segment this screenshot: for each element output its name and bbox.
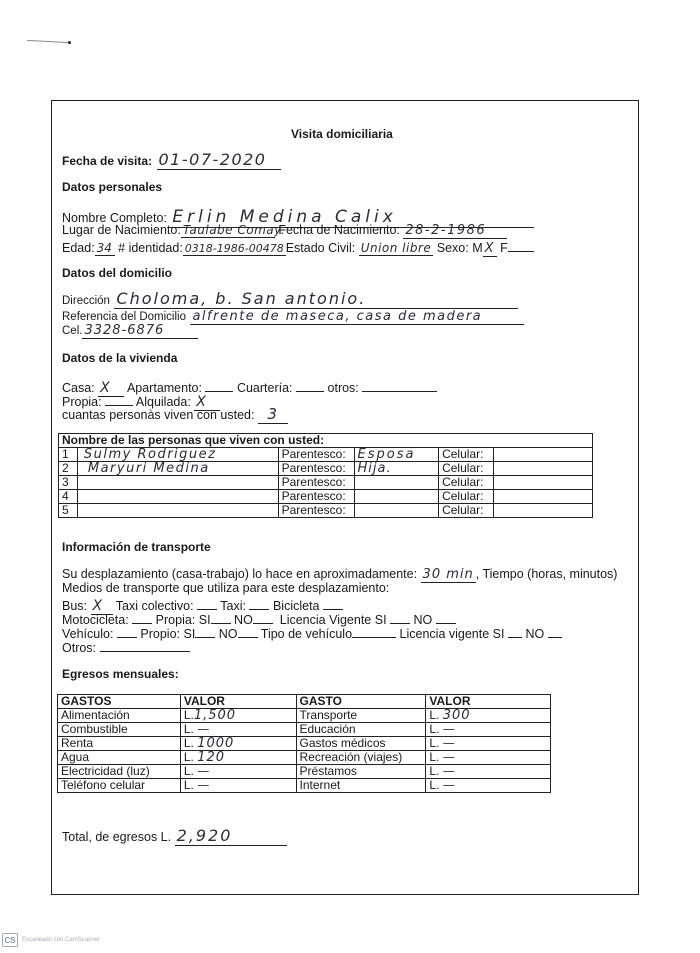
phone-label: Celular: xyxy=(439,490,494,504)
currency-label: L. xyxy=(183,764,194,778)
vehiculo-licencia-label: Licencia vigente SI xyxy=(399,627,505,641)
expense-amount: — xyxy=(442,764,457,778)
sex-label: Sexo: M xyxy=(436,241,483,255)
civil-status-value[interactable]: Union libre xyxy=(360,241,432,255)
expense-value[interactable] xyxy=(180,723,296,737)
table-row xyxy=(58,723,551,737)
expense-value[interactable] xyxy=(426,779,551,793)
people-count-label: cuantas personàs viven con usted: xyxy=(62,408,255,422)
expense-value[interactable] xyxy=(426,737,551,751)
birthplace-value[interactable]: Taulabe Comay. xyxy=(182,223,286,237)
personal-heading: Datos personales xyxy=(62,180,163,194)
moto-no-label: NO xyxy=(234,613,253,627)
expense-item: Renta xyxy=(58,737,181,751)
bicicleta-field[interactable] xyxy=(323,595,343,610)
expense-amount: 120 xyxy=(197,750,226,765)
phone-value[interactable] xyxy=(493,476,592,490)
vehiculo-no-label: NO xyxy=(218,627,238,641)
vehiculo-licencia-no-field[interactable] xyxy=(548,623,562,638)
means-label: Medios de transporte que utiliza para este desplazamiento: xyxy=(62,581,390,595)
relation-label: Parentesco: xyxy=(278,462,354,476)
header-gastos: GASTOS xyxy=(58,695,181,709)
sex-m-mark[interactable]: X xyxy=(483,241,497,257)
relation-value[interactable]: Hija. xyxy=(354,462,439,476)
expense-amount: 300 xyxy=(442,708,471,723)
transport-otros-field[interactable] xyxy=(100,637,190,652)
currency-label: L. xyxy=(183,708,194,722)
expense-value[interactable] xyxy=(180,779,296,793)
phone-label: Celular: xyxy=(439,476,494,490)
full-name-value[interactable]: Erlin Medina Calix xyxy=(170,207,534,228)
expense-amount: — xyxy=(197,778,211,792)
header-valor: VALOR xyxy=(180,695,296,709)
expense-amount: — xyxy=(442,736,457,750)
phone-label: Celular: xyxy=(439,462,494,476)
expense-item: Alimentación xyxy=(58,709,181,723)
moto-propia-si-field[interactable] xyxy=(211,609,231,624)
total-label: Total, de egresos L. xyxy=(62,830,172,844)
people-count-value[interactable]: 3 xyxy=(258,405,288,424)
household-table xyxy=(58,433,593,518)
apartamento-field[interactable] xyxy=(205,377,233,392)
address-row xyxy=(62,289,518,309)
commute-suffix: , Tiempo (horas, minutos) xyxy=(475,567,618,581)
table-row xyxy=(59,490,593,504)
phone-label: Celular: xyxy=(439,448,494,462)
sex-f-field[interactable] xyxy=(508,237,534,252)
apartamento-label: Apartamento: xyxy=(126,381,202,395)
moto-propia-si-label: Propia: SI xyxy=(155,613,211,627)
phone-label: Cel. xyxy=(62,325,83,337)
expense-value[interactable] xyxy=(426,765,551,779)
currency-label: L. xyxy=(183,722,194,736)
taxi-colectivo-field[interactable] xyxy=(197,595,217,610)
vehiculo-field[interactable] xyxy=(117,623,137,638)
commute-label: Su desplazamiento (casa-trabajo) lo hace en aproximadamente: xyxy=(62,567,418,581)
relation-label: Parentesco: xyxy=(278,504,354,518)
currency-label: L. xyxy=(429,778,440,792)
expense-amount: — xyxy=(197,722,211,736)
bus-label: Bus: xyxy=(62,599,88,613)
relation-value[interactable] xyxy=(354,476,439,490)
bicicleta-label: Bicicleta xyxy=(272,599,320,613)
expense-amount: — xyxy=(442,778,457,792)
cuarteria-label: Cuartería: xyxy=(236,381,293,395)
expense-item: Préstamos xyxy=(296,765,426,779)
birthdate-label: Fecha de Nacimiento: xyxy=(278,223,400,237)
vehiculo-propio-si-field[interactable] xyxy=(195,623,215,638)
table-row xyxy=(59,448,593,462)
moto-licencia-no-label: NO xyxy=(413,613,433,627)
person-name[interactable] xyxy=(77,504,278,518)
transport-heading: Información de transporte xyxy=(62,540,211,554)
id-label: # identidad: xyxy=(118,241,183,255)
propia-field[interactable] xyxy=(105,391,133,406)
expense-value[interactable] xyxy=(426,723,551,737)
currency-label: L. xyxy=(429,764,440,778)
phone-value[interactable] xyxy=(493,504,592,518)
relation-value[interactable]: Esposa xyxy=(354,448,439,462)
relation-label: Parentesco: xyxy=(278,476,354,490)
propia-label: Propia: xyxy=(62,395,102,409)
expense-item: Recreación (viajes) xyxy=(296,751,426,765)
alquilada-label: Alquilada: xyxy=(135,395,191,409)
vehiculo-propio-si-label: Propio: SI xyxy=(140,627,196,641)
motocicleta-label: Motocicleta: xyxy=(62,613,129,627)
total-row xyxy=(62,826,287,846)
id-value[interactable]: 0318-1986-00478 xyxy=(184,242,284,255)
table-row xyxy=(58,779,551,793)
table-row xyxy=(59,504,593,518)
currency-label: L. xyxy=(429,736,440,750)
visit-date-value[interactable]: 01-07-2020 xyxy=(157,150,281,170)
table-row xyxy=(58,765,551,779)
birthdate-value[interactable]: 28-2-1986 xyxy=(403,223,507,239)
currency-label: L. xyxy=(183,750,194,764)
housing-heading: Datos de la vivienda xyxy=(62,351,178,365)
expenses-header-row xyxy=(58,695,551,709)
currency-label: L. xyxy=(429,708,440,722)
taxi-colectivo-label: Taxi colectivo: xyxy=(115,599,194,613)
table-row xyxy=(59,462,593,476)
sex-f-label: F xyxy=(500,241,508,255)
tipo-vehiculo-label: Tipo de vehículo xyxy=(260,627,353,641)
phone-value[interactable] xyxy=(493,490,592,504)
expense-item: Internet xyxy=(296,779,426,793)
expense-value[interactable] xyxy=(180,751,296,765)
casa-label: Casa: xyxy=(62,381,95,395)
scan-mark xyxy=(27,40,69,43)
phone-value[interactable] xyxy=(493,462,592,476)
moto-licencia-label: Licencia Vigente SI xyxy=(279,613,387,627)
vehiculo-licencia-si-field[interactable] xyxy=(508,623,522,638)
address-value[interactable]: Choloma, b. San antonio. xyxy=(114,289,518,309)
taxi-label: Taxi: xyxy=(220,599,246,613)
table-row xyxy=(58,751,551,765)
expense-item: Teléfono celular xyxy=(58,779,181,793)
household-header: Nombre de las personas que viven con usted: xyxy=(59,434,593,448)
visit-date-row xyxy=(62,150,281,170)
expense-amount: — xyxy=(197,764,211,778)
page-title: Visita domiciliaria xyxy=(291,127,393,141)
otros-field[interactable] xyxy=(362,377,437,392)
commute-value[interactable]: 30 min xyxy=(422,567,474,582)
vehiculo-no-field[interactable] xyxy=(238,623,258,638)
id-row xyxy=(62,237,534,257)
relation-label: Parentesco: xyxy=(278,448,354,462)
full-name-label: Nombre Completo: xyxy=(62,211,167,225)
person-name[interactable]: Maryuri Medina xyxy=(77,462,278,476)
expense-value[interactable] xyxy=(180,709,296,723)
reference-label: Referencia del Domicilio xyxy=(62,311,186,323)
relation-value[interactable] xyxy=(354,504,439,518)
visit-date-label: Fecha de visita: xyxy=(62,154,153,168)
currency-label: L. xyxy=(183,778,194,792)
casa-mark[interactable]: X xyxy=(98,380,124,397)
age-value[interactable]: 34 xyxy=(95,241,115,256)
person-name[interactable] xyxy=(77,476,278,490)
total-value[interactable]: 2,920 xyxy=(175,826,287,846)
expense-item: Gastos médicos xyxy=(296,737,426,751)
bus-mark[interactable]: X xyxy=(91,598,113,615)
row-number: 1 xyxy=(59,448,78,462)
relation-label: Parentesco: xyxy=(278,490,354,504)
otros-label: otros: xyxy=(327,381,359,395)
row-number: 4 xyxy=(59,490,78,504)
relation-value[interactable] xyxy=(354,490,439,504)
tipo-vehiculo-field[interactable] xyxy=(352,623,396,638)
household-header-row xyxy=(59,434,593,448)
age-label: Edad: xyxy=(62,241,95,255)
expenses-table xyxy=(57,694,551,793)
reference-value[interactable]: alfrente de maseca, casa de madera xyxy=(190,309,524,325)
expense-value[interactable] xyxy=(180,737,296,751)
row-number: 3 xyxy=(59,476,78,490)
expense-amount: 1000 xyxy=(197,736,235,751)
header-gasto: GASTO xyxy=(296,695,426,709)
expense-value[interactable] xyxy=(180,765,296,779)
expense-item: Transporte xyxy=(296,709,426,723)
alquilada-mark[interactable]: X xyxy=(194,394,220,411)
domicile-heading: Datos del domicilio xyxy=(62,266,173,280)
people-count-row xyxy=(62,405,288,424)
address-label: Dirección xyxy=(62,295,110,307)
transport-otros-row xyxy=(62,637,190,655)
expense-amount: — xyxy=(442,750,457,764)
expense-item: Agua xyxy=(58,751,181,765)
phone-label: Celular: xyxy=(439,504,494,518)
person-name[interactable]: Sulmy Rodriguez xyxy=(77,448,278,462)
phone-value[interactable]: 3328-6876 xyxy=(82,323,198,339)
moto-no-field[interactable] xyxy=(253,609,273,624)
taxi-field[interactable] xyxy=(249,595,269,610)
civil-status-label: Estado Civil: xyxy=(285,241,356,255)
person-name[interactable] xyxy=(77,490,278,504)
cuarteria-field[interactable] xyxy=(296,377,324,392)
expense-value[interactable] xyxy=(426,751,551,765)
table-row xyxy=(59,476,593,490)
row-number: 5 xyxy=(59,504,78,518)
watermark-text: Escaneado con CamScanner xyxy=(22,937,101,943)
expense-value[interactable] xyxy=(426,709,551,723)
motocicleta-field[interactable] xyxy=(132,609,152,624)
currency-label: L. xyxy=(183,736,194,750)
expense-item: Electricidad (luz) xyxy=(58,765,181,779)
table-row xyxy=(58,709,551,723)
scanner-watermark xyxy=(2,933,100,947)
moto-licencia-no-field[interactable] xyxy=(436,609,456,624)
birthplace-label: Lugar de Nacimiento: xyxy=(62,223,181,237)
transport-otros-label: Otros: xyxy=(62,641,97,655)
expenses-heading: Egresos mensuales: xyxy=(62,667,179,681)
currency-label: L. xyxy=(429,750,440,764)
currency-label: L. xyxy=(429,722,440,736)
phone-value[interactable] xyxy=(493,448,592,462)
header-valor-2: VALOR xyxy=(426,695,551,709)
phone-row xyxy=(62,321,198,339)
row-number: 2 xyxy=(59,462,78,476)
vehiculo-label: Vehículo: xyxy=(62,627,114,641)
expense-amount: 1,500 xyxy=(193,708,237,723)
camscanner-logo-icon: CS xyxy=(2,933,18,947)
table-row xyxy=(58,737,551,751)
vehiculo-licencia-no-label: NO xyxy=(525,627,545,641)
expense-item: Educación xyxy=(296,723,426,737)
moto-licencia-si-field[interactable] xyxy=(390,609,410,624)
expense-item: Combustible xyxy=(58,723,181,737)
expense-amount: — xyxy=(442,722,457,736)
